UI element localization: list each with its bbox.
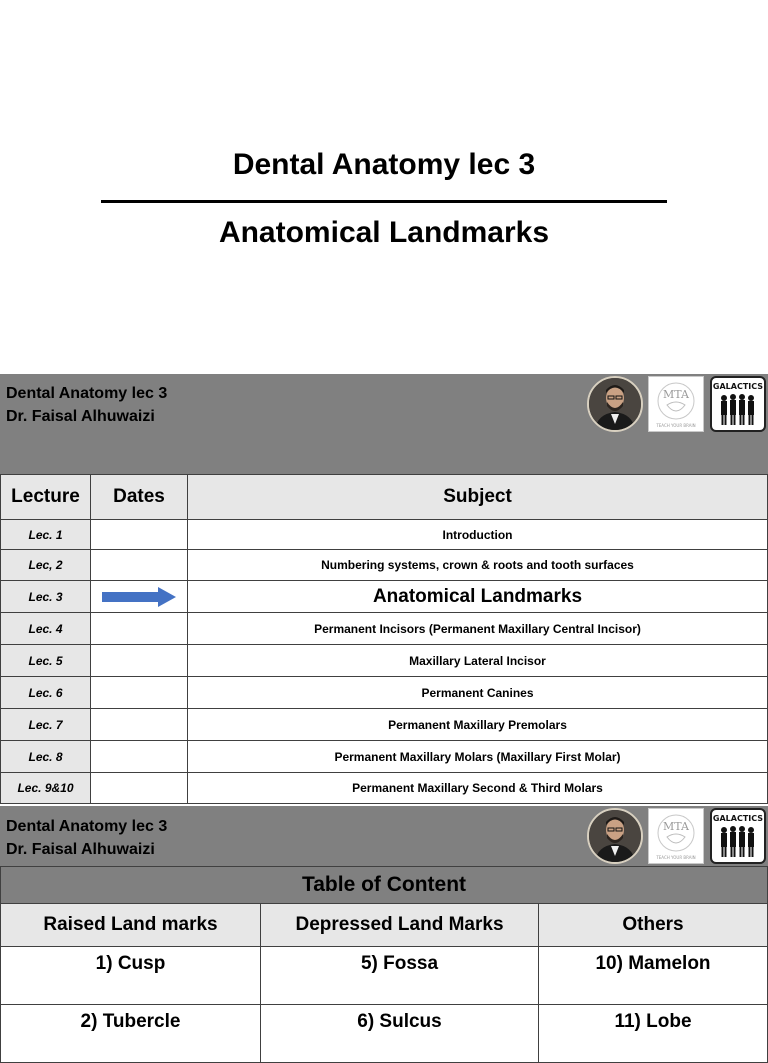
table-row (1, 645, 768, 677)
lecture-schedule-table (0, 474, 768, 804)
toc-header-banner (0, 806, 768, 866)
table-row (1, 709, 768, 741)
lecture-date (91, 645, 188, 677)
table-of-content (0, 866, 768, 1063)
svg-text:GALACTICS: GALACTICS (712, 814, 764, 823)
lecture-subject: Permanent Maxillary Premolars (188, 709, 768, 741)
instructor-photo-icon (587, 376, 643, 432)
svg-text:GALACTICS: GALACTICS (712, 382, 764, 391)
title-slide (0, 0, 768, 374)
lecture-number: Lec. 3 (1, 581, 91, 613)
toc-item: 1) Cusp (1, 947, 261, 1005)
table-header-row (1, 475, 768, 520)
svg-text:TEACH YOUR BRAIN: TEACH YOUR BRAIN (656, 423, 696, 428)
lecture-subject: Permanent Incisors (Permanent Maxillary Central Incisor) (188, 613, 768, 645)
column-header-lecture: Lecture (1, 475, 91, 520)
instructor-photo-icon (587, 808, 643, 864)
table-row (1, 677, 768, 709)
table-row (1, 520, 768, 550)
toc-item: 11) Lobe (539, 1005, 768, 1063)
lecture-subject: Permanent Maxillary Second & Third Molars (188, 773, 768, 804)
column-header-raised: Raised Land marks (1, 904, 261, 947)
toc-item: 5) Fossa (261, 947, 539, 1005)
mta-logo-icon (648, 376, 704, 432)
lecture-subject: Maxillary Lateral Incisor (188, 645, 768, 677)
table-row (1, 613, 768, 645)
lecture-number: Lec. 5 (1, 645, 91, 677)
table-row (1, 773, 768, 804)
lecture-date (91, 773, 188, 804)
lecture-subject: Anatomical Landmarks (188, 581, 768, 613)
lecture-date (91, 741, 188, 773)
lecture-date (91, 520, 188, 550)
svg-text:MTA: MTA (663, 820, 689, 833)
table-row-current (1, 581, 768, 613)
lecture-number: Lec, 2 (1, 550, 91, 581)
lecture-date (91, 613, 188, 645)
galactics-logo-icon (710, 808, 766, 864)
instructor-name: Dr. Faisal Alhuwaizi (6, 841, 155, 858)
toc-item: 10) Mamelon (539, 947, 768, 1005)
lecture-number: Lec. 1 (1, 520, 91, 550)
lecture-number: Lec. 4 (1, 613, 91, 645)
title-divider (101, 200, 667, 203)
lecture-number: Lec. 8 (1, 741, 91, 773)
svg-text:MTA: MTA (663, 388, 689, 401)
course-name: Dental Anatomy lec 3 (6, 818, 168, 835)
lecture-date (91, 709, 188, 741)
lecture-subject: Numbering systems, crown & roots and tooth surfaces (188, 550, 768, 581)
lecture-subject: Introduction (188, 520, 768, 550)
slide-title: Dental Anatomy lec 3 (232, 148, 536, 181)
table-row (1, 550, 768, 581)
lecture-header-banner (0, 374, 768, 474)
lecture-number: Lec. 6 (1, 677, 91, 709)
lecture-subject: Permanent Canines (188, 677, 768, 709)
column-header-others: Others (539, 904, 768, 947)
column-header-subject: Subject (188, 475, 768, 520)
lecture-date (91, 581, 188, 613)
galactics-logo-icon (710, 376, 766, 432)
instructor-name: Dr. Faisal Alhuwaizi (6, 408, 155, 425)
arrow-right-icon (102, 587, 176, 607)
toc-title: Table of Content (1, 867, 768, 904)
column-header-dates: Dates (91, 475, 188, 520)
mta-logo-icon (648, 808, 704, 864)
column-header-depressed: Depressed Land Marks (261, 904, 539, 947)
lecture-date (91, 677, 188, 709)
lecture-subject: Permanent Maxillary Molars (Maxillary First Molar) (188, 741, 768, 773)
toc-item: 6) Sulcus (261, 1005, 539, 1063)
table-row (1, 1005, 768, 1063)
lecture-number: Lec. 9&10 (1, 773, 91, 804)
table-row (1, 741, 768, 773)
toc-item: 2) Tubercle (1, 1005, 261, 1063)
table-row (1, 947, 768, 1005)
lecture-date (91, 550, 188, 581)
course-name: Dental Anatomy lec 3 (6, 385, 168, 402)
svg-text:TEACH YOUR BRAIN: TEACH YOUR BRAIN (656, 855, 696, 860)
slide-subtitle: Anatomical Landmarks (218, 216, 550, 249)
lecture-number: Lec. 7 (1, 709, 91, 741)
